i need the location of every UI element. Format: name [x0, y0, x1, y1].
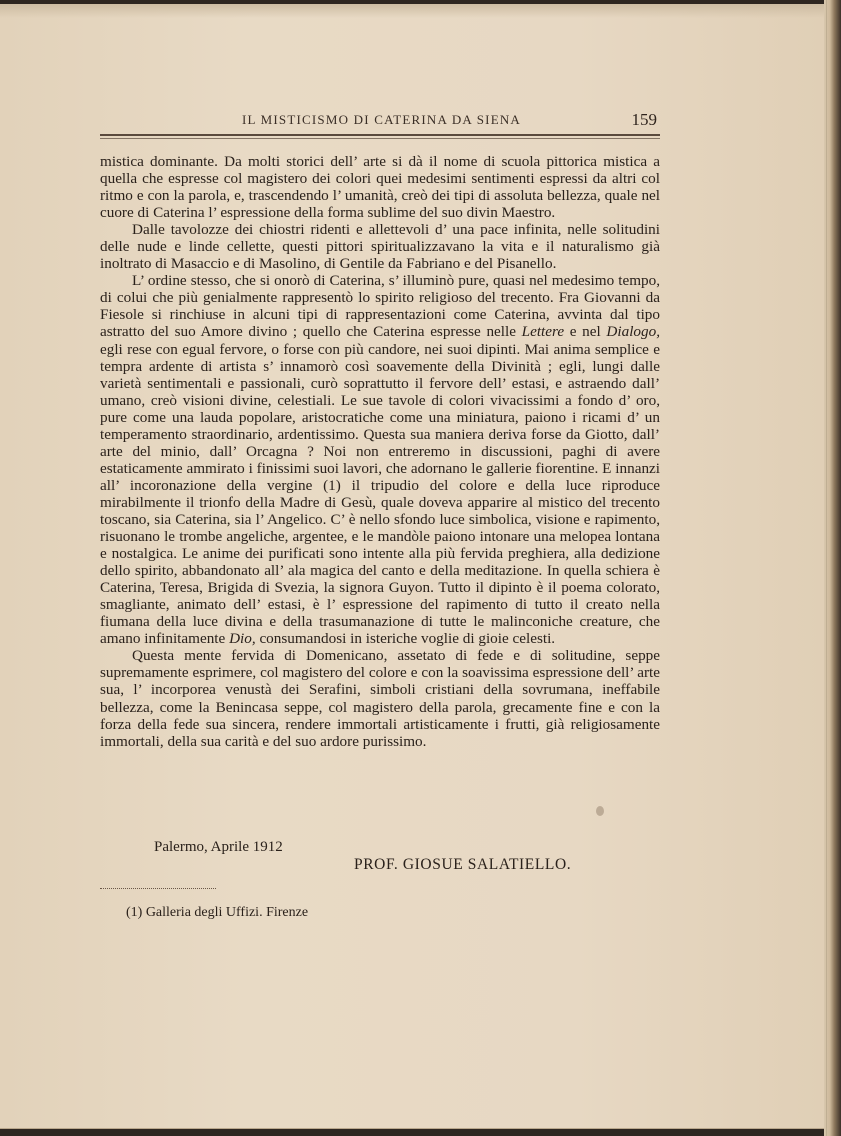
ink-smudge — [596, 806, 604, 816]
running-head — [100, 112, 660, 136]
paragraph — [100, 272, 660, 647]
italic-text: Dialogo, — [606, 323, 660, 341]
header-rule-thin — [100, 138, 660, 139]
paragraph-text: consumandosi in isteriche voglie di gioie celesti. — [255, 630, 556, 648]
book-page — [0, 4, 824, 1129]
running-head-title: IL MISTICISMO DI CATERINA DA SIENA — [242, 112, 522, 127]
paragraph-text: e nel — [564, 323, 607, 341]
footnote: (1) Galleria degli Uffizi. Firenze — [126, 905, 309, 920]
page-number: 159 — [631, 110, 657, 129]
body-text — [100, 153, 660, 750]
paragraph — [100, 153, 660, 221]
italic-text: Dio, — [229, 630, 256, 648]
paragraph — [100, 221, 660, 272]
paragraph-text: egli rese con egual fervore, o forse con più candore, nei suoi dipinti. Mai anima semplice e tempra ardente di artista s’ innamorò così soavemente della Divinità ; egli, lungi dalle varietà sentimentali e passionali, curò soprattutto il fervore dell’ estasi, e astraendo dall’ umano, creò visioni divine, celestiali. Le sue tavole di colori vivacissimi a fondo d’ oro, pure come una lauda popolare, aristocratiche come una miniatura, paiono i ricami d’ un temperamento straordinario, ardentissimo. Questa sua maniera deriva forse da Giotto, dall’ arte del minio, dall’ Orcagna ? Noi non entreremo in discussioni, paghi di avere estaticamente ammirato i finissimi suoi lavori, che adornano le gallerie fiorentine. E innanzi all’ incoronazione della vergine (1) il tripudio del colore e della luce riproduce mirabilmente il trionfo della Madre di Gesù, quale doveva apparire al mistico del trecento toscano, sia Caterina, sia l’ Angelico. C’ è nello sfondo luce simbolica, visione e rapimento, risuonano le trombe angeliche, argentee, e le mandòle paiono intonare una melopea lontana e nostalgica. Le anime dei purificati sono intente alla più fervida preghiera, alla dedizione dello spirito, abbandonato all’ ala magica del canto e della meditazione. In quella schiera è Caterina, Teresa, Brigida di Svezia, la signora Guyon. Tutto il dipinto è il poema colorato, smagliante, animato dell’ estasi, è l’ espressione del rapimento di tutto il creato nella fiumana della luce divina e della trasumanazione di tutte le malinconiche creature, che amano infinitamente — [100, 340, 660, 648]
paragraph-text: Questa mente fervida di Domenicano, assetato di fede e di solitudine, seppe supremamente esprimere, col magistero del colore e con la soavissima espressione dell’ arte sua, l’ incorporea venustà dei Serafini, simboli cristiani della sovrumana, ineffabile bellezza, come la Benincasa seppe, col magistero della parola, grecamente fine e con la forza della fede sua sincera, rendere immortali artisticamente i frutti, già religiosamente immortali, della sua carità e del suo ardore purissimo. — [100, 647, 660, 750]
author-signature: PROF. GIOSUE SALATIELLO. — [354, 856, 572, 873]
header-rule — [100, 134, 660, 136]
italic-text: Lettere — [521, 323, 565, 341]
signoff — [100, 838, 660, 880]
page-top-stain — [0, 4, 824, 18]
paragraph-text: mistica dominante. Da molti storici dell’ arte si dà il nome di scuola pittorica mistica a quella che espresse col magistero dei colori quei medesimi sentimenti espressi da altri col ritmo e con la parola, e, trascendendo l’ umanità, creò dei tipi di assoluta bellezza, quale nel cuore di Caterina l’ espressione della forma sublime del suo divin Maestro. — [100, 153, 660, 222]
paragraph — [100, 647, 660, 749]
footnote-rule — [100, 888, 216, 889]
place-date: Palermo, Aprile 1912 — [154, 839, 283, 855]
page-edge — [824, 0, 841, 1136]
paragraph-text: L’ ordine stesso, che si onorò di Caterina, s’ illuminò pure, quasi nel medesimo tempo, di colui che più genialmente rappresentò lo spirito religioso del trecento. Fra Giovanni da Fiesole si rinchiuse in alcuni tipi di rappresentazioni come Caterina, avvinta dal tipo astratto del suo Amore divino ; quello che Caterina espresse nelle — [100, 272, 660, 341]
paragraph-text: Dalle tavolozze dei chiostri ridenti e allettevoli d’ una pace infinita, nelle solitudini delle nude e linde cellette, questi pittori spiritualizzavano la vita e il naturalismo già inoltrato di Masaccio e di Masolino, di Gentile da Fabriano e del Pisanello. — [100, 221, 660, 273]
